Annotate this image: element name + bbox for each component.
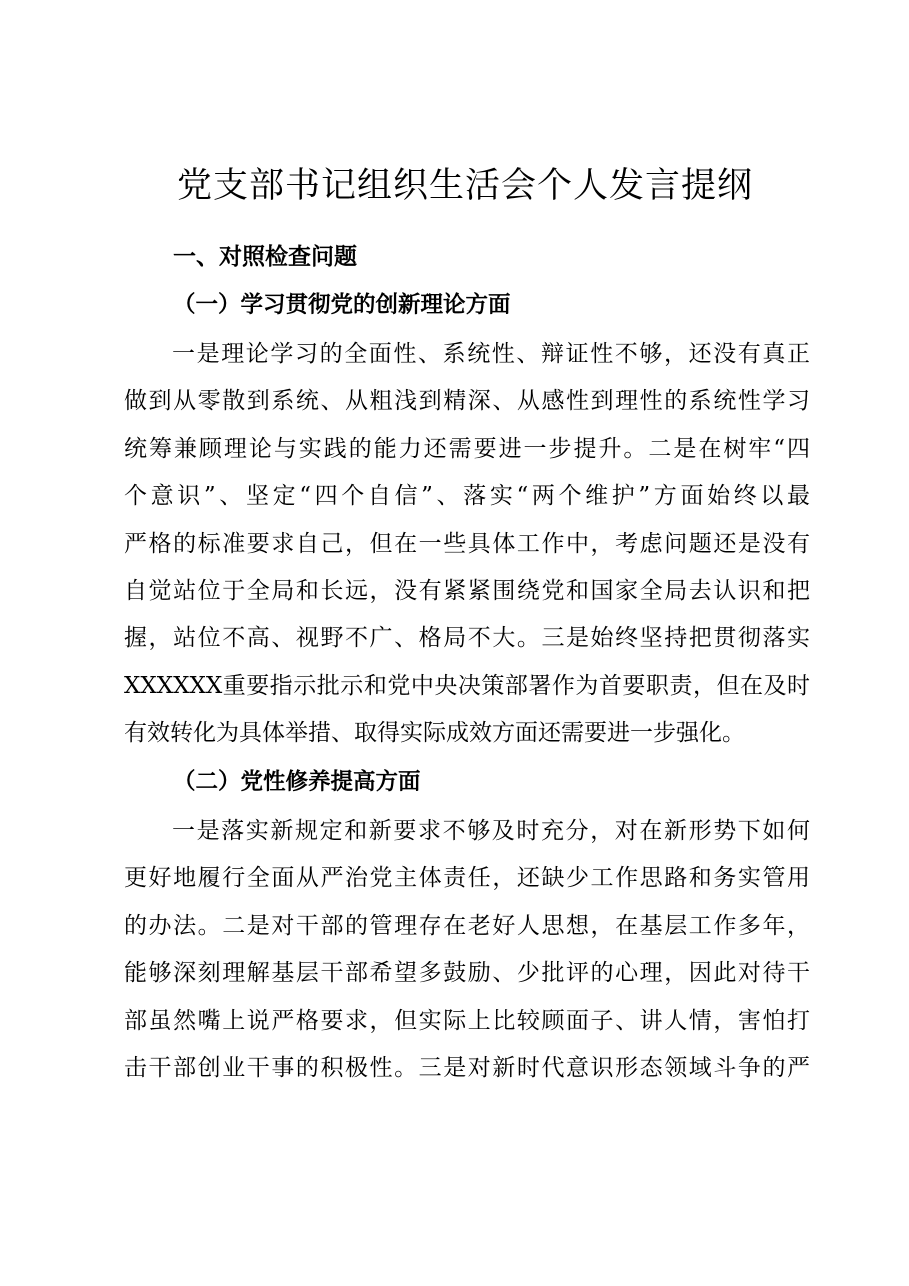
paragraph-1 (124, 331, 810, 758)
paragraph-line: 一是落实新规定和新要求不够及时充分，对在新形势下如何 (172, 818, 810, 844)
subsection-heading-1: （一）学习贯彻党的创新理论方面 (173, 292, 511, 318)
paragraph-line: 统筹兼顾理论与实践的能力还需要进一步提升。二是在树牢“四 (124, 435, 810, 462)
paragraph-line: 击干部创业干事的积极性。三是对新时代意识形态领域斗争的严 (124, 1055, 810, 1082)
paragraph-line: 能够深刻理解基层干部希望多鼓励、少批评的心理，因此对待干 (124, 960, 810, 987)
section-heading-1: 一、对照检查问题 (173, 244, 357, 270)
paragraph-line: 的办法。二是对干部的管理存在老好人思想，在基层工作多年， (124, 912, 810, 939)
paragraph-line: 握，站位不高、视野不广、格局不大。三是始终坚持把贯彻落实 (124, 625, 810, 652)
document-title: 党支部书记组织生活会个人发言提纲 (176, 166, 753, 206)
paragraph-2 (124, 808, 810, 1092)
paragraph-line: XXXXXX重要指示批示和党中央决策部署作为首要职责，但在及时 (124, 672, 810, 699)
paragraph-line: 有效转化为具体举措、取得实际成效方面还需要进一步强化。 (124, 720, 745, 747)
paragraph-line: 更好地履行全面从严治党主体责任，还缺少工作思路和务实管用 (124, 865, 810, 892)
subsection-heading-2: （二）党性修养提高方面 (173, 769, 421, 795)
paragraph-line: 自觉站位于全局和长远，没有紧紧围绕党和国家全局去认识和把 (124, 578, 810, 605)
paragraph-line: 部虽然嘴上说严格要求，但实际上比较顾面子、讲人情，害怕打 (124, 1007, 810, 1034)
paragraph-line: 一是理论学习的全面性、系统性、辩证性不够，还没有真正 (172, 341, 810, 367)
paragraph-line: 做到从零散到系统、从粗浅到精深、从感性到理性的系统性学习 (124, 388, 810, 415)
paragraph-line: 个意识”、坚定“四个自信”、落实“两个维护”方面始终以最 (124, 483, 810, 510)
paragraph-line: 严格的标准要求自己，但在一些具体工作中，考虑问题还是没有 (124, 530, 810, 557)
